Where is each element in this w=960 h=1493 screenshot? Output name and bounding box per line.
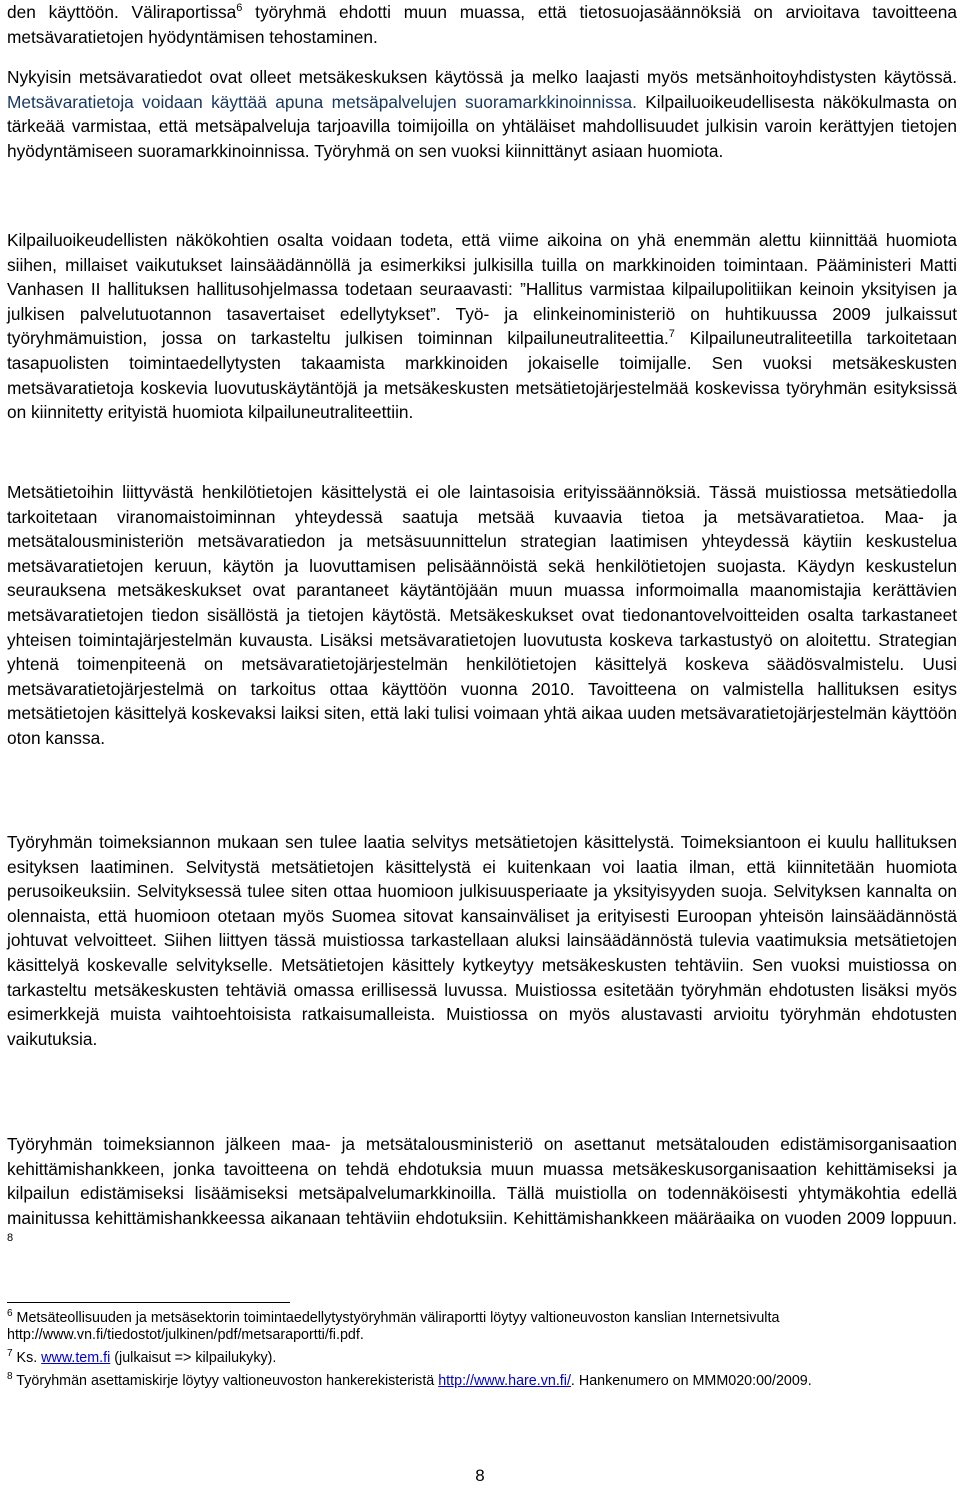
text: Kilpailuoikeudellisesta näkökulmasta on tärkeää varmistaa, että metsäpalveluja tarjoavilla toimijoilla on yhtäläiset mahdollisuudet julkisin varoin kerättyjen tietojen hyödyntämiseen suoramarkkinoinnissa. Työryhmä on sen vuoksi kiinnittänyt asiaan huomiota. [7,91,957,161]
paragraph-intro [7,0,957,49]
text: den käyttöön. Väliraportissa [7,2,237,22]
footnote-text: Työryhmän asettamiskirje löytyy valtioneuvoston hankerekisteristä [12,1373,439,1389]
footnote-text: . Hankenumero on MMM020:00/2009. [570,1373,812,1389]
footnote-ref-6[interactable]: 6 [236,2,243,14]
footnote-text: (julkaisut => kilpailukyky). [110,1350,277,1366]
footnote-text: Ks. [12,1350,42,1366]
footnote-ref-7[interactable]: 7 [668,328,675,341]
paragraph-competition-law [7,228,957,425]
paragraph-personal-data: Metsätietoihin liittyvästä henkilötietojen käsittelystä ei ole laintasoisia erityissäännöksiä. Tässä muistiossa metsätiedolla tarkoitetaan viranomaistoiminnan yhteydessä saatuja metsää kuvaavia tietoa ja metsävaratietoa. Maa- ja metsätalousministeriön metsävaratiedon ja metsäsuunnittelun strategian laatimisen yhteydessä käytiin keskustelua metsävaratietojen keruun, käytön ja luovuttamisen pelisäännöistä sekä henkilötietojen suojasta. Käydyn keskustelun seurauksena metsäkeskukset ovat parantaneet käytäntöjään muun muassa informoimalla maanomistajia kerättävien metsävaratietojen tiedon sisällöstä ja tietojen käytöstä. Metsäkeskukset ovat tiedonantovelvoitteiden osalta tarkastaneet yhteisen toimintajärjestelmän kuvausta. Lisäksi metsävaratietojen luovutusta koskeva tarkastustyö on aloitettu. Strategian yhtenä toimenpiteenä on metsävaratietojärjestelmän henkilötietojen käsittelyä koskeva säädösvalmistelu. Uusi metsävaratietojärjestelmä on tarkoitus ottaa käyttöön vuonna 2010. Tavoitteena on valmistella hallituksen esitys metsätietojen käsittelyä koskevaksi laiksi siten, että laki tulisi voimaan yhtä aikaa uuden metsävaratietojärjestelmän käyttöön oton kanssa. [7,482,957,748]
footnote-divider [7,1302,290,1303]
footnote-number: 6 [7,1308,13,1319]
text: Nykyisin metsävaratiedot ovat olleet metsäkeskuksen käytössä ja melko laajasti myös metsänhoitoyhdistysten käytössä. [7,67,957,87]
text: työryhmä ehdotti muun muassa, että tietosuojasäännöksiä on arvioitava tavoitteena metsävaratietojen hyödyntämisen tehostaminen. [7,2,957,47]
footnote-number: 7 [7,1348,13,1359]
footnote-7 [7,1350,957,1367]
tem-link[interactable]: www.tem.fi [41,1350,111,1366]
highlighted-text: Metsävaratietoja voidaan käyttää apuna metsäpalvelujen suoramarkkinoinnissa. [7,91,637,112]
footnote-6 [7,1310,957,1344]
footnote-number: 8 [7,1371,13,1382]
footnote-ref-8[interactable]: 8 [7,1232,14,1245]
page-number: 8 [475,1466,485,1485]
text: Työryhmän toimeksiannon jälkeen maa- ja metsätalousministeriö on asettanut metsätalouden edistämisorganisaation kehittämishankkeen, jonka tavoitteena on tehdä ehdotuksia muun muassa metsäkeskusorganisaation kehittämiseksi ja kilpailun edistämiseksi lisäämiseksi metsäpalvelumarkkinoilla. Tällä muistiolla on todennäköisesti yhtymäkohtia edellä mainitussa kehittämishankkeessa aikanaan tehtäviin ehdotuksiin. Kehittämishankkeen määräaika on vuoden 2009 loppuun. [7,1134,957,1228]
text: Kilpailuneutraliteetilla tarkoitetaan tasapuolisten toimintaedellytysten takaamista markkinoiden jokaiselle toimijalle. Sen vuoksi metsäkeskusten metsävaratietoja koskevia luovutuskäytäntöjä ja metsäkeskusten metsätietojärjestelmää koskevissa työryhmän esityksissä on kiinnitetty erityistä huomiota kilpailuneutraliteettiin. [7,328,957,423]
paragraph-assignment: Työryhmän toimeksiannon mukaan sen tulee laatia selvitys metsätietojen käsittelystä. Toimeksiantoon ei kuulu hallituksen esityksen laatiminen. Selvitystä metsätietojen käsittelystä ei kuitenkaan voi laatia ilman, että kiinnitetään huomiota perusoikeuksiin. Selvityksessä tulee siten ottaa huomioon julkisuusperiaate ja yksityisyyden suoja. Selvityksen kannalta on olennaista, että huomioon otetaan myös Suomea sitovat kansainväliset ja erityisesti Euroopan yhteisön lainsäädännöstä johtuvat velvoitteet. Siihen liittyen tässä muistiossa tarkastellaan aluksi lainsäädännöstä tulevia vaatimuksia metsätietojen käsittelyä koskevalle selvitykselle. Metsätietojen käsittely kytkeytyy metsäkeskusten tehtäviin. Sen vuoksi muistiossa on tarkasteltu metsäkeskusten tehtäviä omassa erillisessä luvussa. Muistiossa esitetään työryhmän ehdotusten lisäksi myös esimerkkejä muista vaihtoehtoisista ratkaisumalleista. Muistiossa on myös alustavasti arvioitu työryhmän ehdotusten vaikutuksia. [7,832,957,1049]
paragraph-forest-data-usage [7,65,957,163]
text: Kilpailuoikeudellisten näkökohtien osalta voidaan todeta, että viime aikoina on yhä enemmän alettu kiinnittää huomiota siihen, millaiset vaikutukset lainsäädännöllä ja esimerkiksi julkisilla tuilla on markkinoiden toimintaan. Pääministeri Matti Vanhasen II hallituksen hallitusohjelmassa todetaan seuraavasti: ”Hallitus varmistaa kilpailupolitiikan keinoin yksityisen ja julkisen palvelutuotannon tasavertaiset edellytykset”. Työ- ja elinkeinoministeriö on huhtikuussa 2009 julkaissut työryhmämuistion, jossa on tarkasteltu julkisen toiminnan kilpailuneutraliteettia. [7,230,957,349]
footnote-text: Metsäteollisuuden ja metsäsektorin toimintaedellytystyöryhmän väliraportti löytyy valtioneuvoston kanslian Internetsivulta http://www.vn.fi/tiedostot/julkinen/pdf/metsaraportti/fi.pdf. [7,1310,780,1344]
hare-link[interactable]: http://www.hare.vn.fi/ [438,1373,571,1389]
paragraph-development-project [7,1132,957,1255]
footnote-8 [7,1373,957,1390]
